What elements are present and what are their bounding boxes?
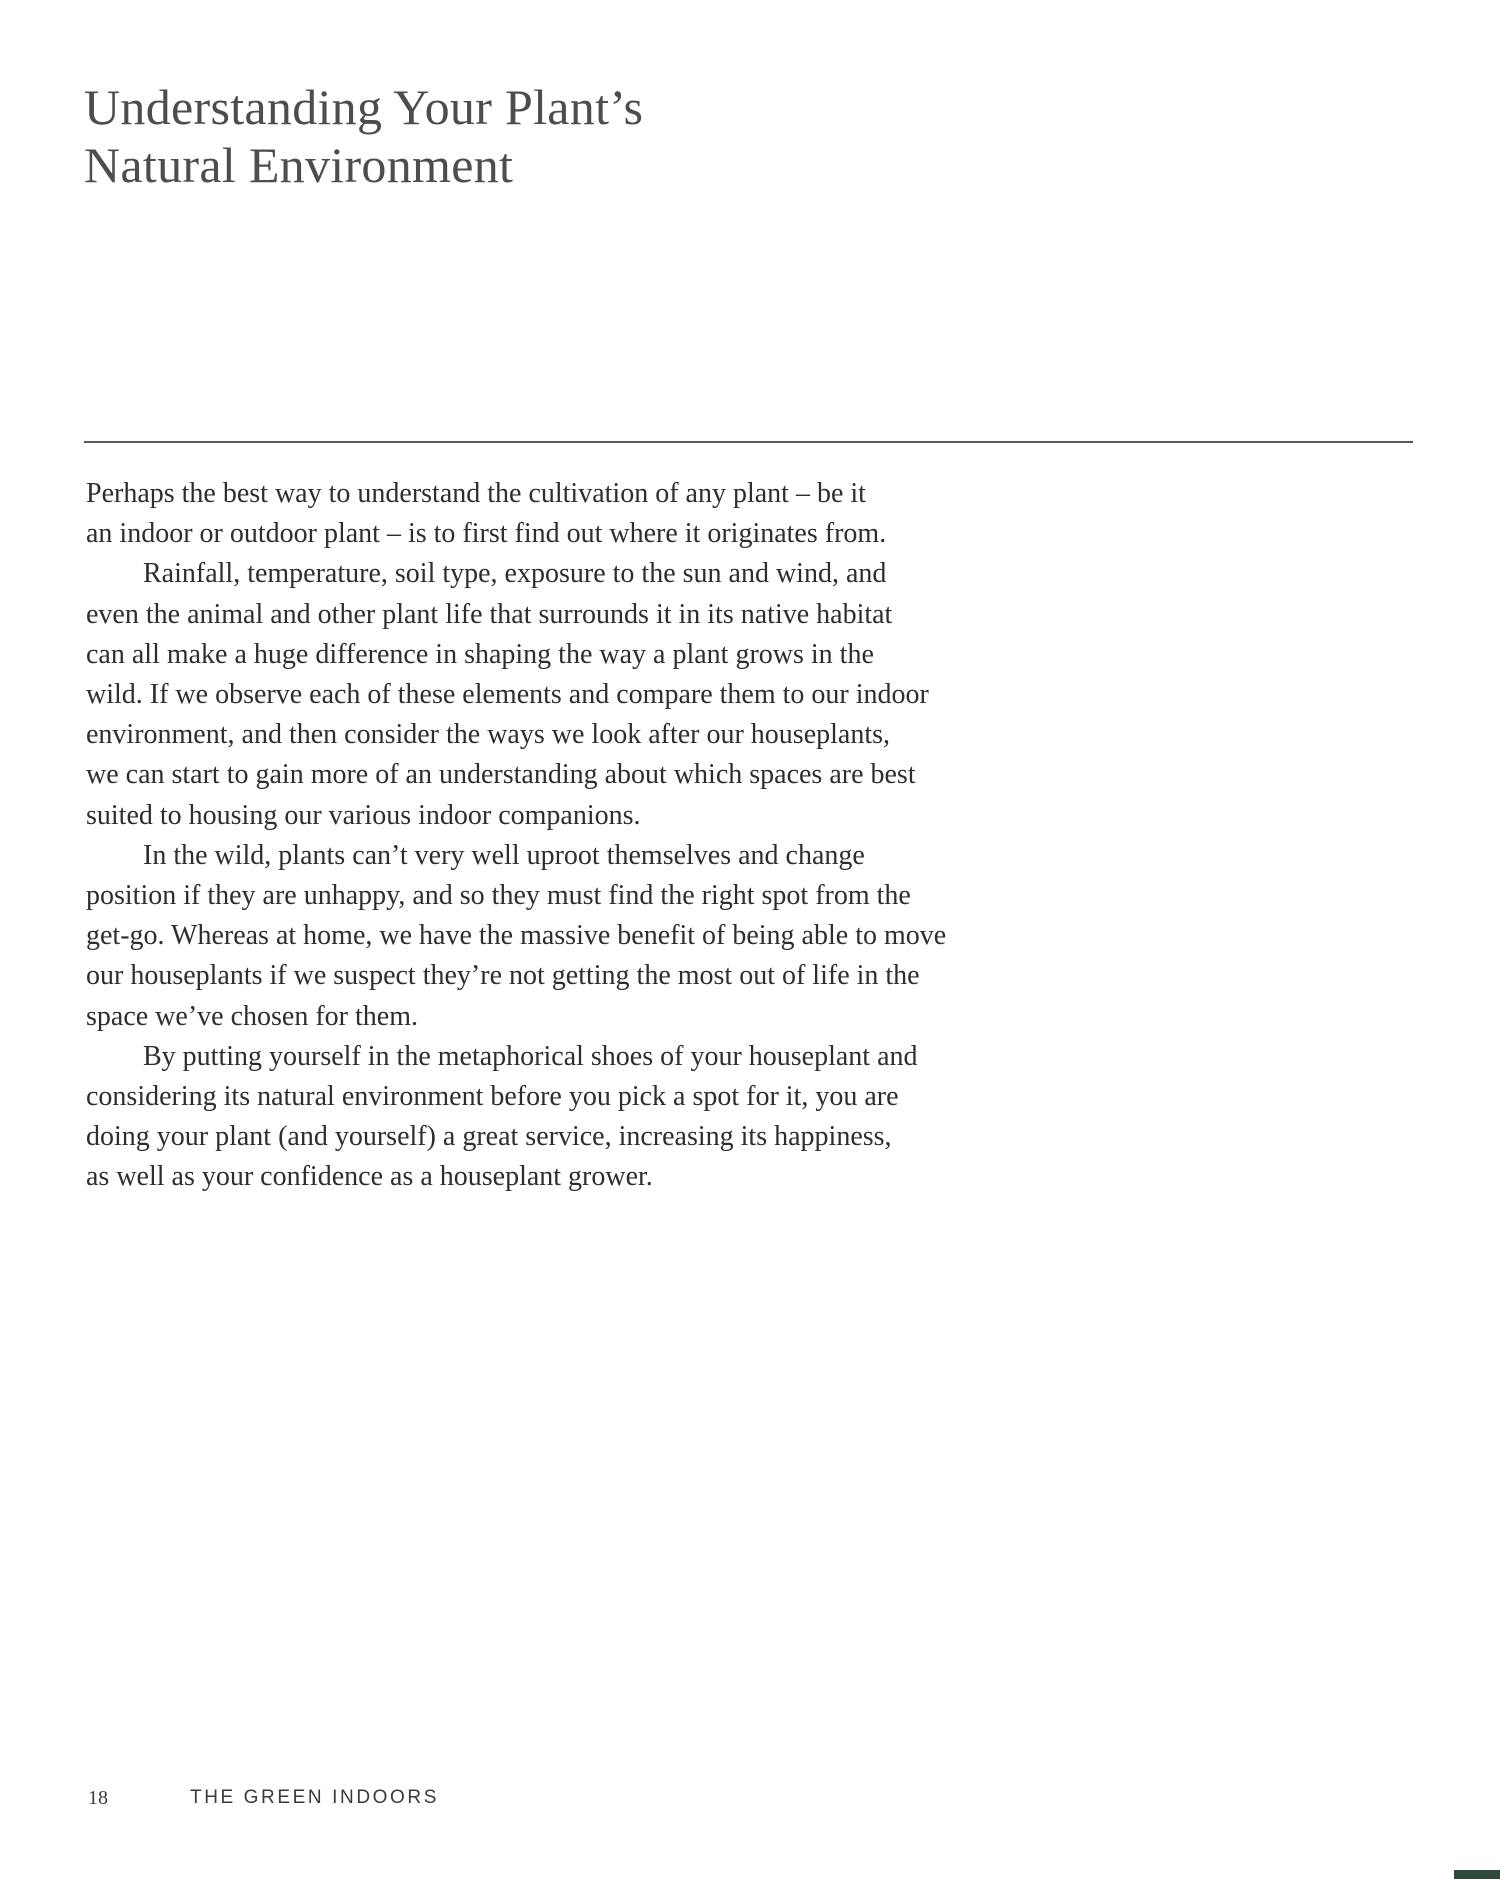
paragraph-4-line: considering its natural environment before you pick a spot for it, you are xyxy=(86,1081,899,1113)
paragraph-4-line: doing your plant (and yourself) a great service, increasing its happiness, xyxy=(86,1121,892,1153)
paragraph-1-line: an indoor or outdoor plant – is to first find out where it originates from. xyxy=(86,518,887,550)
paragraph-2-line: wild. If we observe each of these elements and compare them to our indoor xyxy=(86,679,929,711)
page-title-line-1: Understanding Your Plant’s xyxy=(84,79,644,135)
page-title-line-2: Natural Environment xyxy=(84,137,514,193)
paragraph-3-line: get-go. Whereas at home, we have the massive benefit of being able to move xyxy=(86,920,947,952)
page-title xyxy=(84,78,643,194)
paragraph-2-line: even the animal and other plant life that surrounds it in its native habitat xyxy=(86,598,893,630)
running-head: THE GREEN INDOORS xyxy=(190,1787,439,1808)
paragraph-4-line: By putting yourself in the metaphorical shoes of your houseplant and xyxy=(143,1040,918,1072)
paragraph-2-line: environment, and then consider the ways we look after our houseplants, xyxy=(86,719,891,751)
paragraph-3-line: space we’ve chosen for them. xyxy=(86,1000,418,1032)
paragraph-3-line: our houseplants if we suspect they’re not getting the most out of life in the xyxy=(86,960,920,992)
paragraph-2-line: can all make a huge difference in shaping the way a plant grows in the xyxy=(86,638,874,670)
page-edge-mark xyxy=(1454,1870,1500,1879)
paragraph-3-line: In the wild, plants can’t very well uproot themselves and change xyxy=(143,839,865,871)
paragraph-2-line: suited to housing our various indoor companions. xyxy=(86,799,641,831)
page-number: 18 xyxy=(88,1787,108,1809)
paragraph-3-line: position if they are unhappy, and so they must find the right spot from the xyxy=(86,880,911,912)
paragraph-2-line: we can start to gain more of an understanding about which spaces are best xyxy=(86,759,916,791)
paragraph-4-line: as well as your confidence as a houseplant grower. xyxy=(86,1161,653,1193)
paragraph-2-line: Rainfall, temperature, soil type, exposure to the sun and wind, and xyxy=(143,558,887,590)
paragraph-1-line: Perhaps the best way to understand the cultivation of any plant – be it xyxy=(86,478,866,509)
body-text xyxy=(86,474,1086,1198)
horizontal-rule xyxy=(84,441,1413,443)
